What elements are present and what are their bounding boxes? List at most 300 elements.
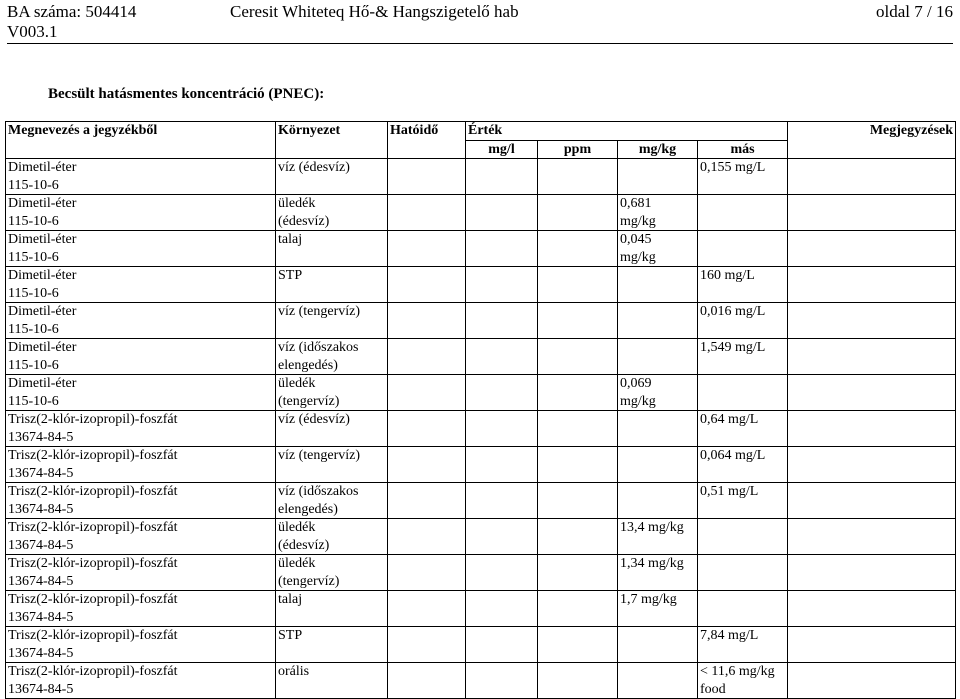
cell-mgkg-line1 [620,267,695,285]
cell-ppm-spacer [540,501,615,519]
cell-notes-spacer [790,249,953,267]
cell-notes [788,267,956,303]
cell-duration-spacer [390,681,463,699]
cell-ppm-line1 [540,447,615,465]
cell-ppm-line1 [540,483,615,501]
cell-ppm [538,447,618,483]
cell-duration-spacer [390,609,463,627]
cell-mgkg-line2 [620,645,695,663]
cell-mgl [466,267,538,303]
cell-mgkg-line1: 0,045 [620,232,652,247]
cell-environment-line1: víz (időszakos [278,484,359,499]
cell-mgl-spacer [468,249,535,267]
cell-environment-line1: üledék [278,556,316,571]
cell-duration [388,231,466,267]
cell-other-line2: food [700,681,726,697]
cell-mgkg-line2: mg/kg [620,393,656,409]
cell-environment-line1: üledék [278,376,316,391]
cell-other-line2 [700,249,785,267]
cell-mgl-spacer [468,573,535,591]
cell-environment-line2 [278,429,385,447]
cell-mgkg [618,447,698,483]
cell-name-line2: 13674-84-5 [8,681,74,697]
cell-environment [276,303,388,339]
col-header-name: Megnevezés a jegyzékből [6,122,276,159]
cell-environment [276,411,388,447]
cell-duration [388,159,466,195]
cell-environment-line1: víz (időszakos [278,340,359,355]
cell-notes-spacer [790,321,953,339]
cell-ppm-line1 [540,411,615,429]
cell-other-line2 [700,213,785,231]
cell-other-line1: 0,51 mg/L [700,484,759,499]
cell-other-line1: 0,64 mg/L [700,412,759,427]
cell-mgl [466,159,538,195]
cell-ppm-line1 [540,519,615,537]
cell-mgkg-line2 [620,537,695,555]
cell-mgl-spacer [468,609,535,627]
cell-environment [276,339,388,375]
cell-ppm [538,627,618,663]
cell-other [698,591,788,627]
cell-notes-line1 [790,555,953,573]
table-row [6,411,956,447]
cell-environment-line2 [278,609,385,627]
cell-mgl [466,231,538,267]
cell-name [6,447,276,483]
col-header-other: más [698,140,788,159]
cell-duration [388,555,466,591]
cell-ppm-spacer [540,249,615,267]
cell-other-line2 [700,393,785,411]
table-row [6,195,956,231]
cell-mgkg-line2 [620,609,695,627]
cell-other-line1: < 11,6 mg/kg [700,664,775,679]
col-header-mgl: mg/l [466,140,538,159]
cell-name [6,231,276,267]
cell-other-line1 [700,591,785,609]
cell-duration-line1 [390,483,463,501]
cell-mgkg-line2 [620,501,695,519]
cell-duration [388,411,466,447]
cell-other [698,663,788,699]
cell-mgkg-line2: mg/kg [620,213,656,229]
cell-name [6,303,276,339]
cell-duration [388,591,466,627]
cell-environment-line2: elengedés) [278,357,338,373]
cell-ppm [538,663,618,699]
table-row [6,555,956,591]
cell-name-line1: Dimetil-éter [8,304,77,319]
cell-mgl-spacer [468,681,535,699]
cell-other-line1 [700,555,785,573]
page-header [7,2,953,42]
cell-ppm-spacer [540,321,615,339]
cell-duration-spacer [390,645,463,663]
cell-notes-line1 [790,663,953,681]
cell-mgkg-line2 [620,429,695,447]
cell-name [6,519,276,555]
cell-mgl-spacer [468,321,535,339]
cell-ppm [538,267,618,303]
cell-ppm [538,555,618,591]
cell-other [698,519,788,555]
cell-notes [788,483,956,519]
cell-duration [388,447,466,483]
cell-ppm-spacer [540,465,615,483]
cell-duration-line1 [390,411,463,429]
cell-mgkg-line1 [620,411,695,429]
cell-environment [276,231,388,267]
cell-environment-line1: víz (édesvíz) [278,160,350,175]
cell-mgl-line1 [468,303,535,321]
cell-environment-line2 [278,465,385,483]
cell-other [698,231,788,267]
cell-other-line2 [700,357,785,375]
cell-environment-line1: STP [278,268,303,283]
cell-mgl-line1 [468,375,535,393]
cell-notes-line1 [790,303,953,321]
cell-mgl-spacer [468,537,535,555]
cell-environment-line1: talaj [278,232,303,247]
cell-environment-line2 [278,177,385,195]
cell-ppm-spacer [540,177,615,195]
cell-duration [388,375,466,411]
cell-ppm-line1 [540,627,615,645]
cell-notes [788,411,956,447]
table-row [6,447,956,483]
cell-mgkg [618,231,698,267]
cell-mgkg-line1: 1,7 mg/kg [620,592,677,607]
cell-mgkg [618,159,698,195]
table-row [6,303,956,339]
cell-notes [788,303,956,339]
cell-duration [388,339,466,375]
cell-notes-spacer [790,285,953,303]
cell-mgkg-line2 [620,681,695,699]
table-row [6,231,956,267]
cell-ppm-line1 [540,555,615,573]
cell-ppm-line1 [540,267,615,285]
cell-duration-spacer [390,177,463,195]
cell-notes-line1 [790,519,953,537]
cell-name [6,555,276,591]
cell-mgl [466,195,538,231]
cell-environment [276,483,388,519]
cell-duration-line1 [390,591,463,609]
cell-other-line1 [700,375,785,393]
cell-name-line2: 13674-84-5 [8,465,74,481]
cell-other-line2 [700,537,785,555]
cell-ppm-spacer [540,357,615,375]
cell-mgkg-line1 [620,159,695,177]
cell-name-line2: 13674-84-5 [8,501,74,517]
cell-other [698,267,788,303]
cell-notes [788,555,956,591]
cell-mgkg-line1: 0,681 [620,196,652,211]
cell-other-line2 [700,429,785,447]
cell-other-line2 [700,501,785,519]
cell-notes [788,591,956,627]
cell-ppm [538,483,618,519]
cell-mgl [466,411,538,447]
cell-notes-spacer [790,501,953,519]
cell-ppm-line1 [540,231,615,249]
cell-other-line1: 0,064 mg/L [700,448,766,463]
cell-name-line1: Trisz(2-klór-izopropil)-foszfát [8,556,178,571]
cell-mgl [466,627,538,663]
cell-duration-line1 [390,519,463,537]
ba-number: BA száma: 504414 [7,2,137,21]
cell-environment-line2: (tengervíz) [278,393,340,409]
cell-mgl-spacer [468,285,535,303]
cell-mgl-line1 [468,159,535,177]
table-row [6,663,956,699]
cell-mgl [466,483,538,519]
cell-other [698,195,788,231]
pnec-table [5,121,956,699]
col-header-notes: Megjegyzések [788,122,956,159]
cell-ppm [538,411,618,447]
cell-ppm-spacer [540,285,615,303]
cell-duration [388,627,466,663]
cell-name [6,663,276,699]
cell-duration [388,303,466,339]
cell-notes [788,447,956,483]
version-number: V003.1 [7,22,58,41]
cell-other-line2 [700,465,785,483]
cell-duration [388,267,466,303]
cell-mgl-spacer [468,357,535,375]
cell-name [6,411,276,447]
cell-notes-line1 [790,339,953,357]
col-header-value: Érték [466,122,788,141]
cell-mgl [466,663,538,699]
cell-other-line1 [700,231,785,249]
cell-name-line1: Dimetil-éter [8,268,77,283]
cell-mgkg-line1 [620,483,695,501]
cell-environment [276,159,388,195]
cell-environment-line2 [278,249,385,267]
cell-notes-line1 [790,267,953,285]
cell-name-line1: Dimetil-éter [8,160,77,175]
cell-mgl [466,555,538,591]
cell-mgkg-line1: 1,34 mg/kg [620,556,684,571]
cell-environment-line2 [278,681,385,699]
cell-mgkg-line1 [620,339,695,357]
cell-notes [788,339,956,375]
cell-mgkg-line2 [620,285,695,303]
cell-duration-line1 [390,375,463,393]
cell-mgkg-line2 [620,573,695,591]
cell-mgkg-line2 [620,357,695,375]
cell-ppm-line1 [540,159,615,177]
cell-duration-spacer [390,573,463,591]
cell-duration-line1 [390,663,463,681]
cell-ppm [538,195,618,231]
cell-mgl-spacer [468,465,535,483]
cell-mgkg [618,591,698,627]
cell-name [6,591,276,627]
cell-other-line2 [700,609,785,627]
cell-other-line2 [700,177,785,195]
cell-name [6,375,276,411]
cell-mgkg-line2 [620,177,695,195]
cell-other-line2 [700,645,785,663]
cell-name-line1: Trisz(2-klór-izopropil)-foszfát [8,664,178,679]
cell-duration-spacer [390,537,463,555]
cell-other [698,339,788,375]
cell-notes-spacer [790,645,953,663]
cell-other-line1: 1,549 mg/L [700,340,766,355]
cell-mgkg-line2 [620,321,695,339]
cell-notes [788,663,956,699]
cell-mgl-line1 [468,591,535,609]
cell-environment-line1: orális [278,664,310,679]
cell-name-line1: Dimetil-éter [8,196,77,211]
cell-environment-line2: elengedés) [278,501,338,517]
cell-name-line2: 115-10-6 [8,213,59,229]
cell-notes [788,627,956,663]
cell-environment-line2: (tengervíz) [278,573,340,589]
cell-other [698,159,788,195]
cell-other-line1 [700,519,785,537]
cell-duration-line1 [390,267,463,285]
cell-name-line2: 13674-84-5 [8,645,74,661]
table-header-row [6,122,956,141]
cell-mgl-line1 [468,663,535,681]
cell-duration-spacer [390,249,463,267]
cell-other [698,375,788,411]
cell-notes-spacer [790,609,953,627]
cell-mgl-spacer [468,177,535,195]
cell-other-line2 [700,573,785,591]
cell-ppm [538,159,618,195]
cell-mgkg [618,627,698,663]
page-indicator: oldal 7 / 16 [876,2,953,21]
cell-name-line2: 115-10-6 [8,357,59,373]
cell-mgl-line1 [468,411,535,429]
cell-duration-line1 [390,231,463,249]
cell-duration-spacer [390,285,463,303]
cell-ppm-spacer [540,393,615,411]
col-header-ppm: ppm [538,140,618,159]
cell-name [6,159,276,195]
cell-name-line2: 13674-84-5 [8,573,74,589]
table-row [6,339,956,375]
header-divider [7,43,953,44]
cell-environment-line1: víz (tengervíz) [278,304,361,319]
cell-name-line1: Dimetil-éter [8,376,77,391]
cell-environment-line2 [278,645,385,663]
cell-notes-line1 [790,591,953,609]
cell-ppm-line1 [540,591,615,609]
col-header-environment: Környezet [276,122,388,159]
cell-notes-line1 [790,159,953,177]
col-header-mgkg: mg/kg [618,140,698,159]
table-row [6,159,956,195]
cell-duration-spacer [390,501,463,519]
cell-notes [788,231,956,267]
cell-other-line2 [700,321,785,339]
cell-mgl [466,519,538,555]
cell-mgkg-line1 [620,303,695,321]
cell-ppm-line1 [540,195,615,213]
cell-mgkg [618,303,698,339]
cell-name-line2: 115-10-6 [8,321,59,337]
cell-name-line2: 115-10-6 [8,393,59,409]
cell-name [6,195,276,231]
cell-mgl [466,303,538,339]
cell-mgl [466,339,538,375]
cell-mgl-line1 [468,519,535,537]
cell-notes-spacer [790,213,953,231]
cell-duration-line1 [390,555,463,573]
cell-environment [276,195,388,231]
cell-mgkg-line1 [620,627,695,645]
cell-other [698,447,788,483]
cell-ppm-line1 [540,339,615,357]
cell-mgl-line1 [468,339,535,357]
cell-notes-line1 [790,483,953,501]
cell-mgl-line1 [468,231,535,249]
cell-ppm [538,375,618,411]
cell-mgkg [618,195,698,231]
cell-mgl-spacer [468,501,535,519]
cell-other-line1: 7,84 mg/L [700,628,759,643]
cell-mgkg [618,267,698,303]
cell-mgl-line1 [468,267,535,285]
cell-mgkg [618,483,698,519]
cell-environment [276,375,388,411]
cell-other [698,303,788,339]
cell-environment [276,447,388,483]
cell-notes [788,375,956,411]
cell-name [6,627,276,663]
cell-duration-spacer [390,321,463,339]
cell-mgl-spacer [468,393,535,411]
cell-environment-line2: (édesvíz) [278,213,330,229]
cell-duration-line1 [390,195,463,213]
cell-environment [276,555,388,591]
cell-mgl-line1 [468,447,535,465]
table-row [6,591,956,627]
cell-mgl-spacer [468,429,535,447]
cell-notes [788,519,956,555]
cell-name-line2: 13674-84-5 [8,609,74,625]
cell-other-line1: 0,016 mg/L [700,304,766,319]
cell-other-line2 [700,285,785,303]
cell-name-line1: Trisz(2-klór-izopropil)-foszfát [8,592,178,607]
cell-name-line2: 115-10-6 [8,249,59,265]
cell-environment [276,519,388,555]
cell-other [698,411,788,447]
cell-mgl-line1 [468,483,535,501]
cell-environment-line1: talaj [278,592,303,607]
cell-name-line1: Trisz(2-klór-izopropil)-foszfát [8,628,178,643]
cell-other-line1: 160 mg/L [700,268,755,283]
cell-notes-spacer [790,393,953,411]
cell-notes-line1 [790,627,953,645]
cell-notes-line1 [790,231,953,249]
cell-ppm-spacer [540,537,615,555]
cell-environment-line1: STP [278,628,303,643]
cell-other [698,555,788,591]
cell-name-line2: 13674-84-5 [8,429,74,445]
cell-notes-line1 [790,447,953,465]
cell-mgkg-line1: 0,069 [620,376,652,391]
cell-name-line2: 13674-84-5 [8,537,74,553]
